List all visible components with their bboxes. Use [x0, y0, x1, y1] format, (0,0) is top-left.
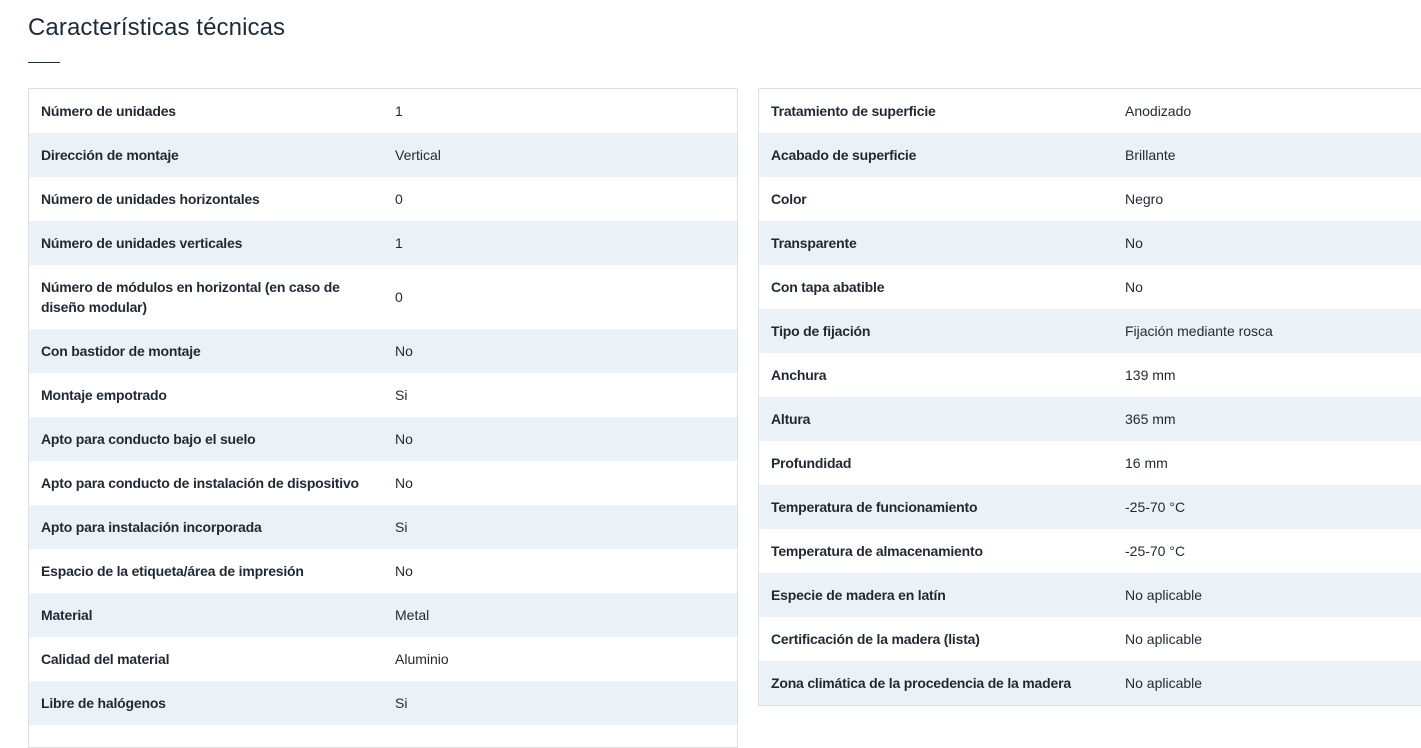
title-divider: [28, 62, 60, 63]
spec-label: Certificación de la madera (lista): [771, 631, 980, 647]
spec-label: Montaje empotrado: [41, 387, 167, 403]
spec-value: 365 mm: [1125, 411, 1176, 427]
spec-label: Calidad del material: [41, 651, 170, 667]
spec-value: Si: [395, 695, 408, 711]
spec-value: 1: [395, 103, 403, 119]
spec-value: 16 mm: [1125, 455, 1168, 471]
spec-label: Temperatura de funcionamiento: [771, 499, 978, 515]
spec-value: 139 mm: [1125, 367, 1176, 383]
spec-value: Metal: [395, 607, 430, 623]
spec-value: Brillante: [1125, 147, 1176, 163]
spec-row: [29, 221, 737, 265]
spec-row: [759, 89, 1421, 133]
spec-label: Número de unidades verticales: [41, 235, 243, 251]
spec-label: Con bastidor de montaje: [41, 343, 201, 359]
specs-table-left: [28, 88, 738, 748]
spec-row: [759, 441, 1421, 485]
spec-row: [759, 529, 1421, 573]
spec-label: Tipo de fijación: [771, 323, 871, 339]
spec-value: Si: [395, 519, 408, 535]
spec-label: Material: [41, 607, 93, 623]
spec-value: No aplicable: [1125, 631, 1203, 647]
spec-row: [29, 89, 737, 133]
spec-label: Espacio de la etiqueta/área de impresión: [41, 563, 304, 579]
spec-label: Apto para instalación incorporada: [41, 519, 262, 535]
spec-row: [29, 549, 737, 593]
spec-label: Temperatura de almacenamiento: [771, 543, 983, 559]
spec-row: [29, 505, 737, 549]
spec-label: Dirección de montaje: [41, 147, 179, 163]
specs-table-right: [758, 88, 1421, 706]
spec-row: [759, 617, 1421, 661]
spec-label: Color: [771, 191, 807, 207]
spec-label: Apto para conducto de instalación de dispositivo: [41, 475, 359, 491]
spec-row: [759, 221, 1421, 265]
spec-label: Transparente: [771, 235, 857, 251]
spec-row: [759, 309, 1421, 353]
spec-row: [29, 373, 737, 417]
spec-label: Con tapa abatible: [771, 279, 885, 295]
spec-value: No: [395, 563, 413, 579]
spec-value: No: [395, 431, 413, 447]
spec-label: Libre de halógenos: [41, 695, 166, 711]
spec-label: Acabado de superficie: [771, 147, 917, 163]
spec-row: [29, 329, 737, 373]
spec-value: No aplicable: [1125, 587, 1203, 603]
spec-row: [759, 573, 1421, 617]
spec-row: [29, 681, 737, 725]
spec-row: [29, 637, 737, 681]
spec-row: [29, 461, 737, 505]
spec-label: Número de unidades horizontales: [41, 191, 260, 207]
spec-value: No: [395, 343, 413, 359]
spec-value: No: [1125, 279, 1143, 295]
spec-label: Especie de madera en latín: [771, 587, 946, 603]
spec-label: Número de unidades: [41, 103, 176, 119]
spec-value: Aluminio: [395, 651, 449, 667]
spec-row: [759, 177, 1421, 221]
spec-value: No: [1125, 235, 1143, 251]
spec-row: [759, 353, 1421, 397]
spec-row: [759, 661, 1421, 705]
spec-label: Profundidad: [771, 455, 852, 471]
spec-value: Anodizado: [1125, 103, 1192, 119]
spec-row: [759, 265, 1421, 309]
spec-label: Zona climática de la procedencia de la madera: [771, 675, 1071, 691]
spec-value: No: [395, 475, 413, 491]
spec-value: Negro: [1125, 191, 1164, 207]
spec-value: Fijación mediante rosca: [1125, 323, 1273, 339]
spec-row: [29, 133, 737, 177]
spec-value: 0: [395, 191, 403, 207]
spec-value: -25-70 °C: [1125, 499, 1186, 515]
spec-row: [759, 485, 1421, 529]
spec-row: [29, 177, 737, 221]
spec-row: [29, 593, 737, 637]
spec-value: 0: [395, 289, 403, 305]
spec-row: [29, 417, 737, 461]
spec-label: Altura: [771, 411, 811, 427]
spec-value: 1: [395, 235, 403, 251]
section-title: Características técnicas: [28, 14, 286, 41]
spec-row: [759, 133, 1421, 177]
spec-label: Apto para conducto bajo el suelo: [41, 431, 256, 447]
spec-label: Tratamiento de superficie: [771, 103, 936, 119]
spec-value: Vertical: [395, 147, 441, 163]
spec-row: [29, 265, 737, 329]
spec-value: No aplicable: [1125, 675, 1203, 691]
spec-label: Número de módulos en horizontal (en caso de diseño modular): [41, 279, 340, 315]
spec-label: Anchura: [771, 367, 827, 383]
spec-row: [759, 397, 1421, 441]
spec-value: -25-70 °C: [1125, 543, 1186, 559]
spec-value: Si: [395, 387, 408, 403]
